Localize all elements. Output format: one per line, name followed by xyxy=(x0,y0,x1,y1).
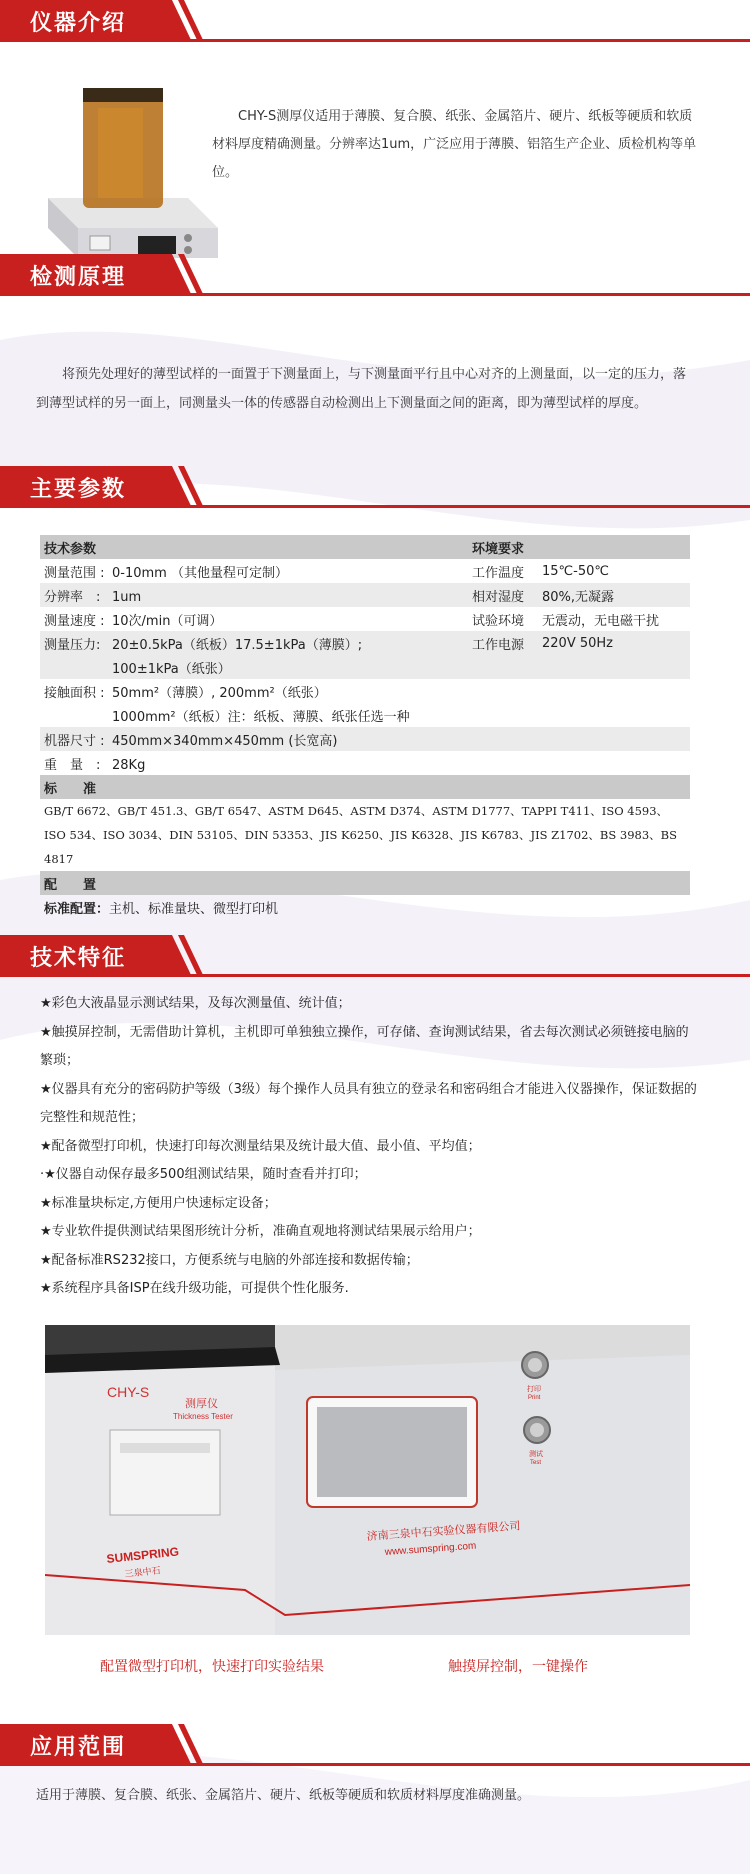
section-title: 主要参数 xyxy=(30,477,127,502)
feature-item: ★标准量块标定,方便用户快速标定设备； xyxy=(40,1195,277,1211)
env-value xyxy=(538,679,690,703)
config-header: 配 置 xyxy=(40,871,690,895)
section-title: 技术特征 xyxy=(30,946,127,971)
env-value xyxy=(538,751,690,775)
env-value: 15℃-50℃ xyxy=(542,563,609,579)
spec-tech-cell xyxy=(40,655,468,679)
spec-value: 0-10mm （其他量程可定制） xyxy=(112,565,288,581)
section-header-principle xyxy=(0,254,750,296)
env-label: 工作温度 xyxy=(472,565,525,581)
section-header-params xyxy=(0,466,750,508)
env-label: 相对湿度 xyxy=(468,583,538,607)
product-photo-thickness-tester xyxy=(38,78,228,268)
spec-value: 100±1kPa（纸张） xyxy=(112,661,231,677)
env-value xyxy=(538,655,690,679)
model-label: CHY-S xyxy=(107,1384,150,1400)
spec-row xyxy=(40,703,690,727)
section-title: 应用范围 xyxy=(30,1735,127,1760)
spec-tech-cell xyxy=(40,727,468,751)
section-header-intro xyxy=(0,0,750,42)
spec-row xyxy=(40,655,690,679)
env-label xyxy=(468,727,538,751)
caption-printer: 配置微型打印机，快速打印实验结果 xyxy=(100,1659,324,1675)
section-header-application xyxy=(0,1724,750,1766)
spec-label: 机器尺寸 : xyxy=(44,733,105,749)
spec-label: 测量范围 : xyxy=(44,565,105,581)
env-value xyxy=(538,727,690,751)
product-closeup-photo xyxy=(45,1325,690,1635)
spec-row xyxy=(40,607,690,631)
feature-item: ★配备标准RS232接口，方便系统与电脑的外部连接和数据传输； xyxy=(40,1252,419,1268)
spec-tech-cell xyxy=(40,751,468,775)
spec-value: 10次/min（可调） xyxy=(112,613,223,629)
test-button-label: 测试 xyxy=(529,1450,543,1458)
feature-item: ★配备微型打印机，快速打印每次测量结果及统计最大值、最小值、平均值； xyxy=(40,1138,481,1154)
section-header-features xyxy=(0,935,750,977)
env-label: 工作电源 xyxy=(468,631,538,655)
spec-tech-cell xyxy=(40,583,468,607)
standard-text-row xyxy=(40,799,690,871)
env-value: 无震动，无电磁干扰 xyxy=(542,613,660,629)
brand-logo-text: SUMSPRING xyxy=(105,1544,180,1566)
spec-label: 重 量 : xyxy=(44,757,101,773)
feature-item: ★专业软件提供测试结果图形统计分析，准确直观地将测试结果展示给用户； xyxy=(40,1224,481,1239)
application-paragraph: 适用于薄膜、复合膜、纸张、金属箔片、硬片、纸板等硬质和软质材料厚度准确测量。 xyxy=(36,1788,531,1803)
config-header-row xyxy=(40,871,690,895)
spec-label: 测量压力: xyxy=(44,637,101,653)
company-name: 济南三泉中石实验仪器有限公司 xyxy=(366,1519,521,1543)
config-line xyxy=(40,895,690,919)
spec-table xyxy=(40,535,690,919)
spec-value: 28Kg xyxy=(112,757,146,773)
feature-item: ★彩色大液晶显示测试结果，及每次测量值、统计值； xyxy=(40,996,351,1011)
env-label: 试验环境 xyxy=(472,613,525,629)
spec-value: 1um xyxy=(112,589,142,605)
product-name-cn: 测厚仪 xyxy=(185,1397,218,1410)
feature-item: ★触摸屏控制，无需借助计算机，主机即可单独独立操作，可存储、查询测试结果，省去每次测试必须链接电脑的繁琐； xyxy=(40,1024,689,1068)
feature-item: ★仪器具有充分的密码防护等级（3级）每个操作人员具有独立的登录名和密码组合才能进入仪器操作，保证数据的完整性和规范性； xyxy=(40,1081,697,1125)
feature-list xyxy=(40,990,700,1304)
standard-header-row xyxy=(40,775,690,799)
caption-touchscreen: 触摸屏控制，一键操作 xyxy=(448,1659,588,1675)
spec-label: 分辨率 : xyxy=(44,589,101,605)
feature-item: ★系统程序具备ISP在线升级功能，可提供个性化服务. xyxy=(40,1281,349,1296)
spec-label: 接触面积 : xyxy=(44,685,105,701)
spec-row xyxy=(40,631,690,655)
env-value: 220V 50Hz xyxy=(538,631,690,655)
spec-tech-cell xyxy=(40,631,468,655)
print-button-label-en: Print xyxy=(528,1395,541,1401)
spec-value: 1000mm²（纸板）注：纸板、薄膜、纸张任选一种 xyxy=(112,709,410,725)
brand-logo-cn: 三泉中石 xyxy=(124,1566,162,1580)
intro-paragraph: CHY-S测厚仪适用于薄膜、复合膜、纸张、金属箔片、硬片、纸板等硬质和软质材料厚度精确测量。分辨率达1um，广泛应用于薄膜、铝箔生产企业、质检机构等单位。 xyxy=(212,109,697,180)
print-button-label: 打印 xyxy=(527,1385,541,1393)
env-value xyxy=(538,703,690,727)
spec-row xyxy=(40,751,690,775)
test-button-label-en: Test xyxy=(530,1460,542,1466)
config-line-row xyxy=(40,895,690,919)
standard-text: GB/T 6672、GB/T 451.3、GB/T 6547、ASTM D645、ASTM D374、ASTM D1777、TAPPI T411、ISO 4593、ISO 534、ISO 3034、DIN 53105、DIN 53353、JIS K6250、JIS K6328、JIS K6783、JIS Z1702、BS 3983、BS 4817 xyxy=(44,804,678,866)
section-title: 检测原理 xyxy=(30,265,127,290)
env-header: 环境要求 xyxy=(468,535,690,559)
config-label: 标准配置： xyxy=(44,901,110,917)
standard-header: 标 准 xyxy=(40,775,690,799)
env-label xyxy=(468,751,538,775)
spec-value: 450mm×340mm×450mm (长宽高) xyxy=(112,733,338,749)
spec-header-row xyxy=(40,535,690,559)
config-value: 主机、标准量块、微型打印机 xyxy=(109,901,279,917)
spec-tech-cell xyxy=(40,679,468,703)
spec-tech-cell xyxy=(40,703,468,727)
env-value: 80%,无凝露 xyxy=(538,583,690,607)
env-label xyxy=(468,679,538,703)
env-label xyxy=(468,703,538,727)
spec-label: 测量速度 : xyxy=(44,613,105,629)
spec-value: 20±0.5kPa（纸板）17.5±1kPa（薄膜）; xyxy=(112,637,363,653)
tech-params-header: 技术参数 xyxy=(40,535,468,559)
company-website: www.sumspring.com xyxy=(384,1540,477,1558)
spec-row xyxy=(40,559,690,583)
product-name-en: Thickness Tester xyxy=(173,1412,233,1421)
spec-tech-cell xyxy=(40,559,468,583)
spec-row xyxy=(40,583,690,607)
spec-row xyxy=(40,727,690,751)
feature-item: ·★仪器自动保存最多500组测试结果，随时查看并打印； xyxy=(40,1167,367,1182)
spec-value: 50mm²（薄膜）, 200mm²（纸张） xyxy=(112,685,327,701)
principle-paragraph: 将预先处理好的薄型试样的一面置于下测量面上，与下测量面平行且中心对齐的上测量面，以一定的压力，落到薄型试样的另一面上，同测量头一体的传感器自动检测出上下测量面之间的距离，即为薄型试样的厚度。 xyxy=(36,367,687,411)
env-label xyxy=(468,655,538,679)
spec-row xyxy=(40,679,690,703)
spec-tech-cell xyxy=(40,607,468,631)
section-title: 仪器介绍 xyxy=(30,11,127,36)
